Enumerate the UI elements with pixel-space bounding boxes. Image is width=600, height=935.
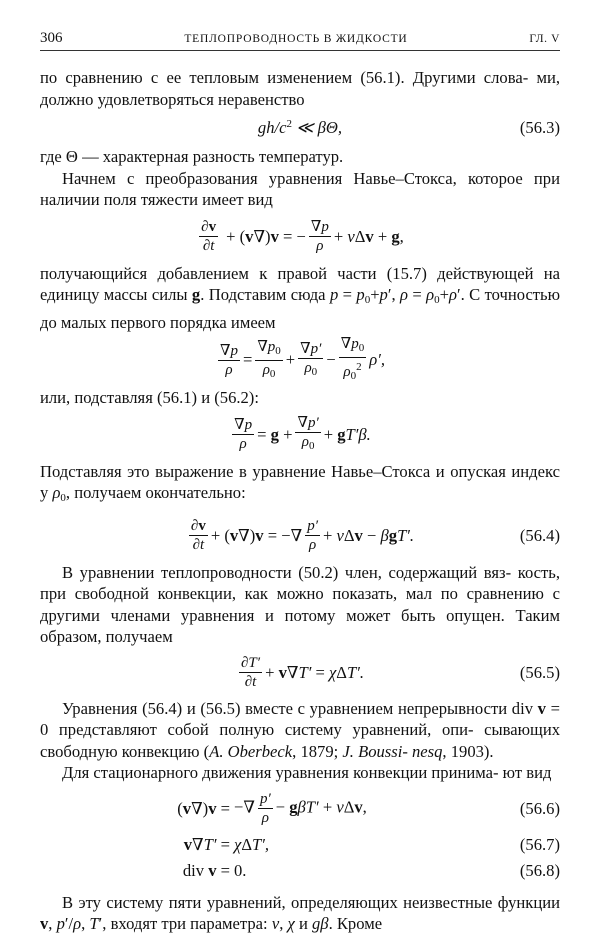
equation-system xyxy=(40,786,560,884)
equation-56-8: div v = 0. (56.8) xyxy=(182,860,560,880)
equation-56-5: $\frac{\partial T'}{\partial t}$ + v ∇ T′ = χ Δ T′. (56.5) xyxy=(241,655,560,690)
paragraph-1: по сравнению с ее тепловым изменением (56.1). Другими слова- ми, должно удовлетворяться неравенство xyxy=(40,68,560,109)
equation-number: (56.6) xyxy=(519,798,560,818)
equation-56-3: $gh/c^2$ ≪ βΘ, (56.3) xyxy=(257,118,560,137)
paragraph-3: Начнем с преобразования уравнения Навье–Стокса, которое при наличии поля тяжести имеет вид xyxy=(40,168,560,209)
equation-56-7: v∇T′ = χΔT′, (56.7) xyxy=(183,834,560,854)
page-number: 306 xyxy=(40,30,63,46)
paragraph-6: Подставляя это выражение в уравнение Навье–Стокса и опуская индекс у $\rho_0$, получаем окончательно: xyxy=(40,461,560,504)
equation-56-4: $\frac{\partial v}{\partial t}$ + ( v ∇) v = −∇ $\frac{p'}{\rho}$ + ν Δ v − β g T′. (56.4) xyxy=(190,518,560,553)
paragraph-9: Для стационарного движения уравнения конвекции принима- ют вид xyxy=(62,763,552,782)
equation-navier-stokes: $\frac{\partial v}{\partial t}$ + ( v ∇) v = − $\frac{\nabla p}{\rho}$ + ν Δ v + g , xyxy=(201,219,404,254)
equation-number: (56.5) xyxy=(519,662,560,682)
paragraph-10: В эту систему пяти уравнений, определяющих неизвестные функции v, p′/ρ, T′, входят три параметра: ν, χ и gβ. Кроме xyxy=(40,892,560,933)
equation-number: (56.7) xyxy=(519,834,560,854)
page-header xyxy=(40,30,560,51)
equation-number: (56.4) xyxy=(519,525,560,545)
paragraph-5: или, подставляя (56.1) и (56.2): xyxy=(40,388,259,407)
paragraph-8: Уравнения (56.4) и (56.5) вместе с уравнением непрерывности div v = 0 представляют собой полную систему уравнений, опи- сывающих свободную конвекцию (A. Oberbeck, 1879; J. Boussi- nesq, 1903). xyxy=(40,698,560,761)
paragraph-7: В уравнении теплопроводности (50.2) член, содержащий вяз- кость, при свободной конвекции, как можно показать, мал по сравнению с другими членами уравнения и потому может быть опущен. Таким образом, получаем xyxy=(40,562,560,646)
equation-pressure-expansion: $\frac{\nabla p}{\rho}$ = $\frac{\nabla p_0}{\rho_0}$ + $\frac{\nabla p'}{\rho_0}$ − $\frac{\nabla p_0}{\rho_0^2}$ ρ′, xyxy=(219,336,386,382)
chapter-label: ГЛ. V xyxy=(529,33,560,45)
paragraph-2: где Θ — характерная разность температур. xyxy=(40,147,344,166)
page xyxy=(40,30,560,935)
paragraph-4: получающийся добавлением к правой части (15.7) действующей на единицу массы силы g. Подставим сюда $p = p_0+p'$, $\rho = \rho_0+\rho'$. С точностью до малых первого порядка имеем xyxy=(40,263,561,332)
running-title: ТЕПЛОПРОВОДНОСТЬ В ЖИДКОСТИ xyxy=(184,33,408,45)
equation-number: (56.8) xyxy=(519,860,560,880)
equation-number: (56.3) xyxy=(519,118,560,137)
equation-56-6: (v∇)v = −∇ $\frac{p'}{\rho}$ − gβT′ + νΔv, (56.6) xyxy=(177,791,560,826)
equation-substituted: $\frac{\nabla p}{\rho}$ = g + $\frac{\nabla p'}{\rho_0}$ + g T′β. xyxy=(234,415,371,452)
